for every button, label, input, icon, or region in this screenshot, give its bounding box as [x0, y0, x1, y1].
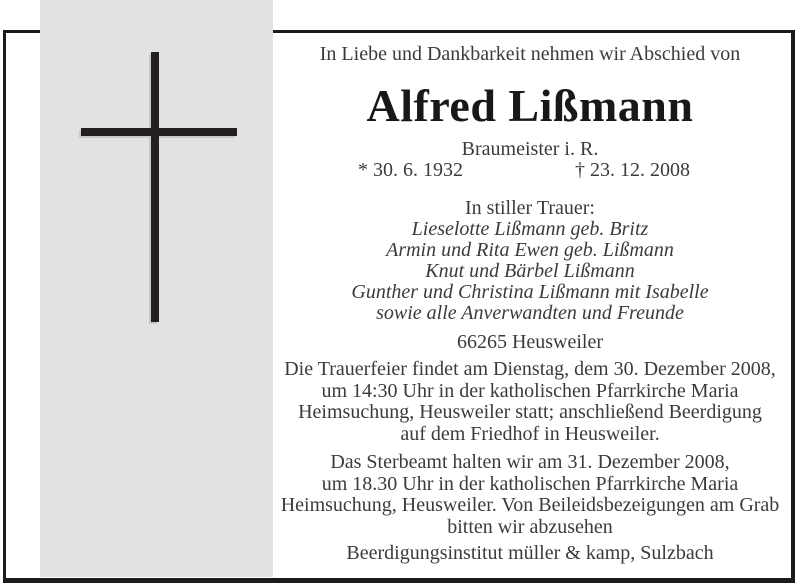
mourner-line: Gunther und Christina Lißmann mit Isabelle — [351, 280, 709, 303]
mourner-line: Knut und Bärbel Lißmann — [425, 259, 635, 282]
mourner-line: Lieselotte Lißmann geb. Britz — [411, 217, 649, 240]
life-dates — [280, 160, 780, 182]
mourning-header: In stiller Trauer: — [465, 196, 595, 219]
deceased-title: Braumeister i. R. — [461, 137, 599, 160]
intro-line: In Liebe und Dankbarkeit nehmen wir Abschied von — [319, 43, 741, 65]
service-line: Das Sterbeamt halten wir am 31. Dezember 2008, — [330, 451, 730, 473]
cross-horizontal-bar — [81, 128, 237, 136]
cross-vertical-bar — [151, 52, 159, 322]
cross-panel — [40, 0, 273, 577]
location-line: 66265 Heusweiler — [456, 330, 604, 353]
notice-content — [280, 0, 780, 565]
funeral-home-line: Beerdigungsinstitut müller & kamp, Sulzbach — [346, 542, 714, 564]
death-date: † 23. 12. 2008 — [575, 159, 690, 181]
funeral-line: Heimsuchung, Heusweiler statt; anschließend Beerdigung — [298, 401, 762, 423]
funeral-line: Die Trauerfeier findet am Dienstag, dem 30. Dezember 2008, — [284, 358, 776, 380]
mourning-block — [280, 198, 780, 324]
service-line: bitten wir abzusehen — [447, 515, 613, 538]
funeral-paragraph — [280, 359, 780, 445]
funeral-line: auf dem Friedhof in Heusweiler. — [400, 422, 660, 445]
service-paragraph — [280, 452, 780, 538]
mourner-line: sowie alle Anverwandten und Freunde — [376, 301, 684, 324]
deceased-name: Alfred Lißmann — [366, 79, 694, 131]
service-line: Heimsuchung, Heusweiler. Von Beileidsbezeigungen am Grab — [280, 494, 780, 516]
birth-date: * 30. 6. 1932 — [358, 159, 463, 181]
funeral-line: um 14:30 Uhr in der katholischen Pfarrkirche Maria — [321, 379, 739, 402]
mourner-line: Armin und Rita Ewen geb. Lißmann — [386, 238, 674, 261]
service-line: um 18.30 Uhr in der katholischen Pfarrkirche Maria — [321, 472, 739, 495]
